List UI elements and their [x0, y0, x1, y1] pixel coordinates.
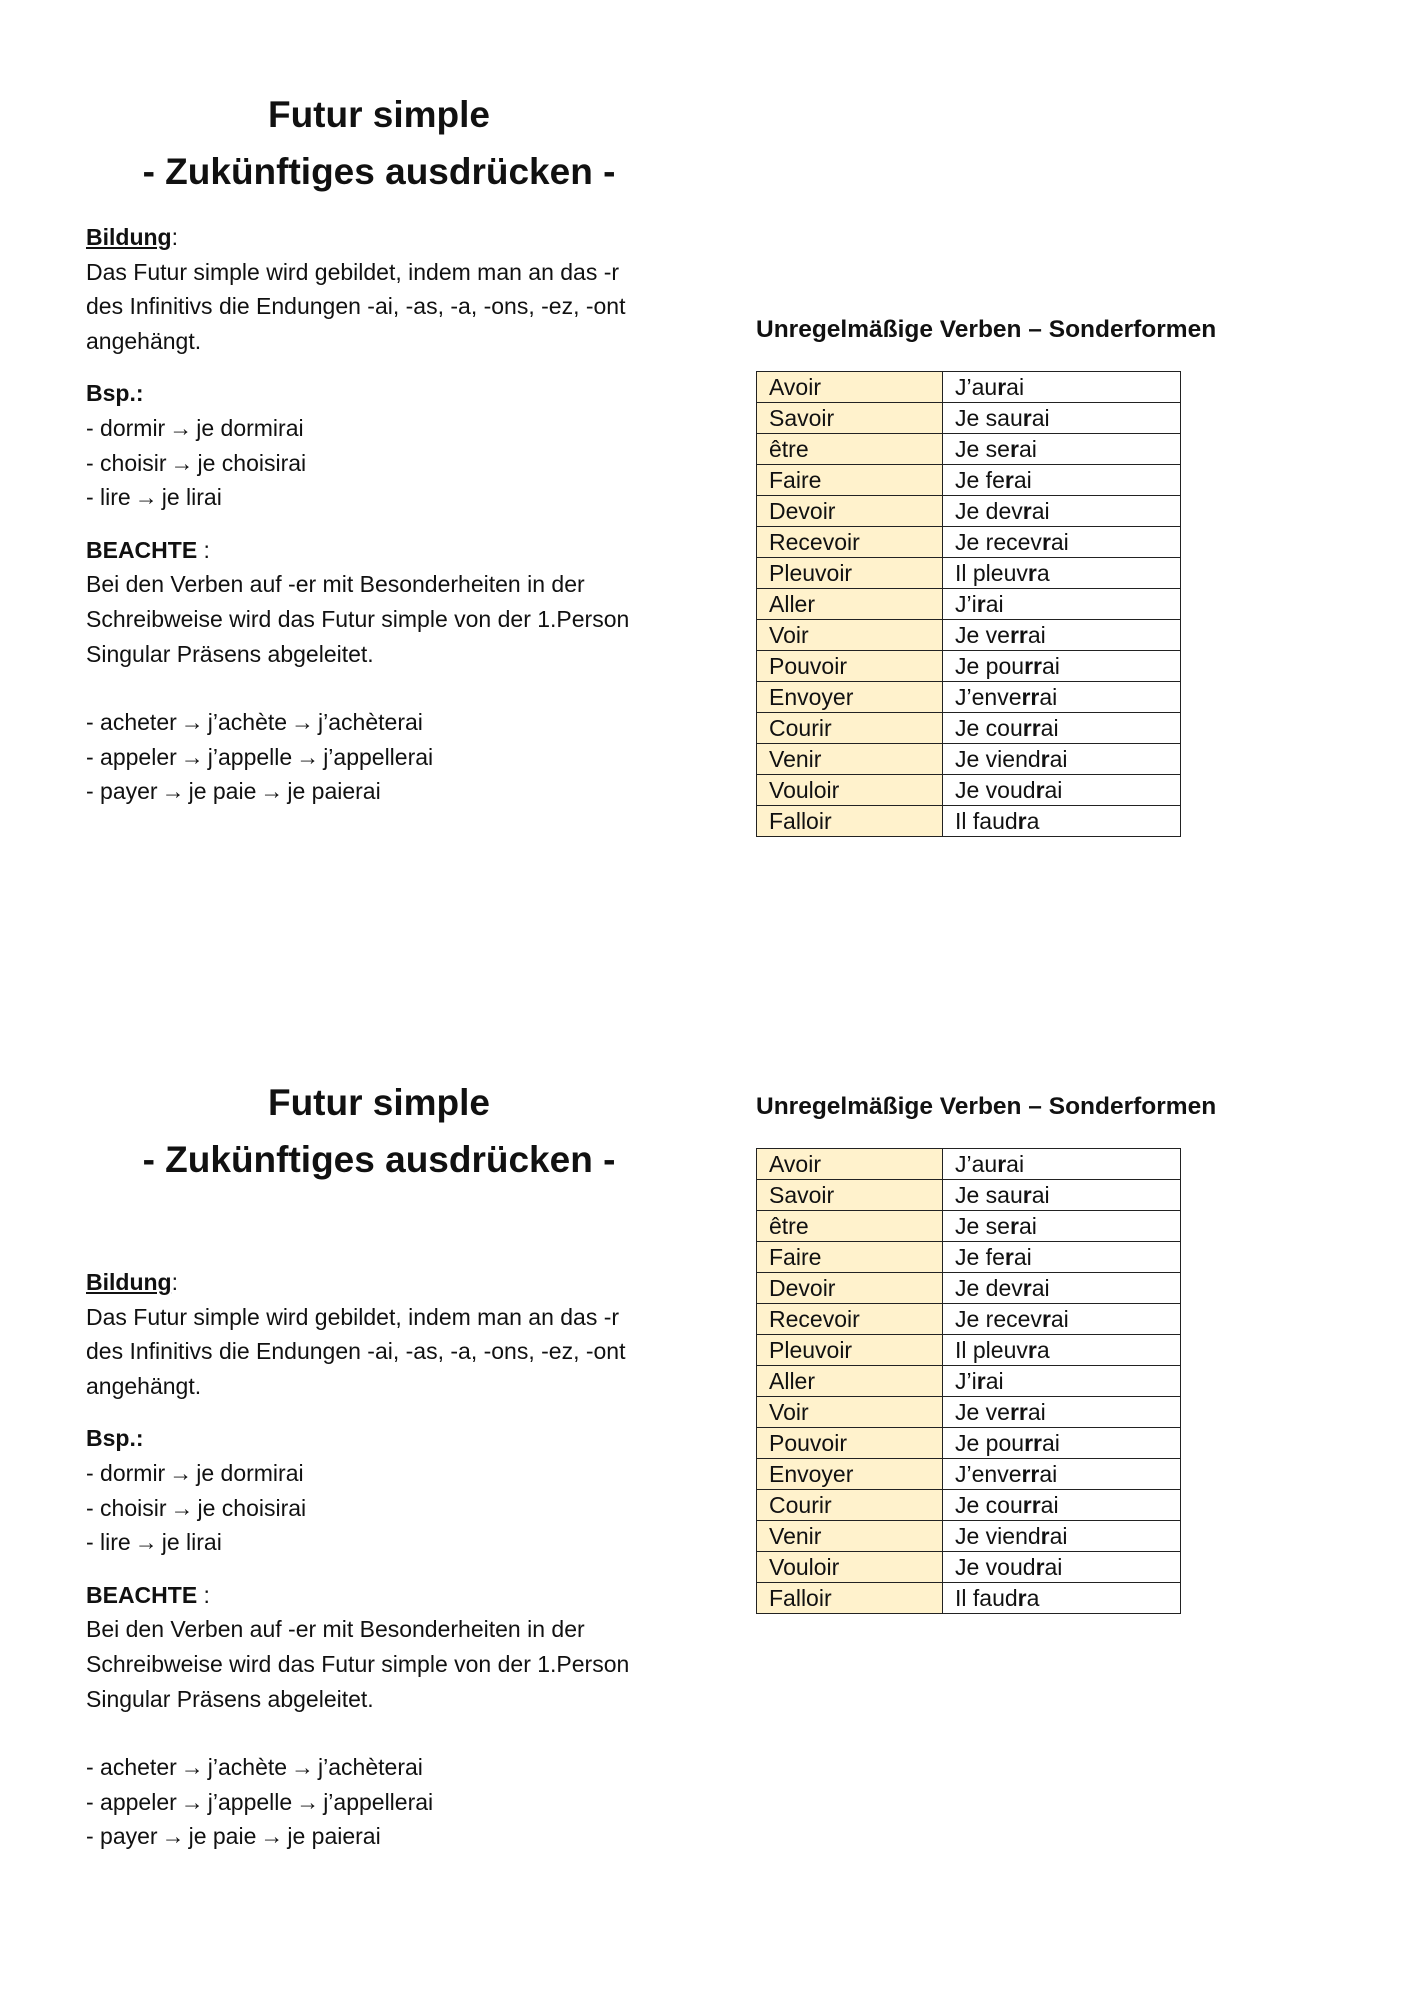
futur-form-cell: Il pleuvra [943, 558, 1181, 589]
table-row [757, 1273, 1181, 1304]
example-line: - dormir → je dormirai [86, 414, 304, 441]
infinitive-cell: Faire [757, 1242, 943, 1273]
beachte-heading: BEACHTE : [86, 536, 210, 563]
beachte-line-1: Bei den Verben auf -er mit Besonderheiten in der [86, 1616, 585, 1643]
bildung-line-2: des Infinitivs die Endungen -ai, -as, -a, -ons, -ez, -ont [86, 1338, 626, 1365]
infinitive-cell: Falloir [757, 806, 943, 837]
infinitive-cell: Pouvoir [757, 651, 943, 682]
verbs-tbody [757, 372, 1181, 837]
infinitive-cell: Pleuvoir [757, 558, 943, 589]
irregular-verbs-title: Unregelmäßige Verben – Sonderformen [756, 316, 1217, 343]
infinitive-cell: Aller [757, 589, 943, 620]
example-line: - lire → je lirai [86, 1529, 222, 1556]
infinitive-cell: Pleuvoir [757, 1335, 943, 1366]
table-row [757, 465, 1181, 496]
infinitive-cell: Voir [757, 1397, 943, 1428]
table-row [757, 775, 1181, 806]
table-row [757, 1459, 1181, 1490]
beachte-line-3: Singular Präsens abgeleitet. [86, 1685, 374, 1712]
futur-form-cell: J’enverrai [943, 1459, 1181, 1490]
arrow-right-icon: → [134, 484, 158, 511]
bildung-line-3: angehängt. [86, 327, 202, 354]
arrow-right-icon: → [180, 1754, 204, 1781]
title-line-1: Futur simple [267, 1082, 491, 1123]
infinitive-cell: Vouloir [757, 775, 943, 806]
futur-form-cell: Je courrai [943, 1490, 1181, 1521]
table-row [757, 1242, 1181, 1273]
infinitive-cell: Aller [757, 1366, 943, 1397]
title-line-2: - Zukünftiges ausdrücken - [142, 151, 616, 192]
er-example-line: - payer → je paie → je paierai [86, 1823, 381, 1850]
explanation-column [86, 220, 686, 809]
futur-form-cell: Il faudra [943, 806, 1181, 837]
infinitive-cell: Recevoir [757, 1304, 943, 1335]
er-example-line: - acheter → j’achète → j’achèterai [86, 1754, 423, 1781]
table-row [757, 1490, 1181, 1521]
table-row [757, 558, 1181, 589]
bildung-line-1: Das Futur simple wird gebildet, indem man an das -r [86, 1303, 620, 1330]
beachte-heading: BEACHTE : [86, 1581, 210, 1608]
table-row [757, 1583, 1181, 1614]
arrow-right-icon: → [180, 743, 204, 770]
bildung-line-1: Das Futur simple wird gebildet, indem man an das -r [86, 258, 620, 285]
arrow-right-icon: → [296, 1788, 320, 1815]
futur-form-cell: Je voudrai [943, 1552, 1181, 1583]
futur-form-cell: J’aurai [943, 372, 1181, 403]
futur-form-cell: Je verrai [943, 620, 1181, 651]
title-line-2: - Zukünftiges ausdrücken - [142, 1139, 616, 1180]
futur-form-cell: Je ferai [943, 1242, 1181, 1273]
er-example-line: - payer → je paie → je paierai [86, 778, 381, 805]
futur-form-cell: J’irai [943, 589, 1181, 620]
infinitive-cell: Venir [757, 744, 943, 775]
futur-form-cell: Je voudrai [943, 775, 1181, 806]
table-row [757, 1397, 1181, 1428]
table-row [757, 1552, 1181, 1583]
futur-form-cell: Je serai [943, 434, 1181, 465]
infinitive-cell: Envoyer [757, 682, 943, 713]
infinitive-cell: Savoir [757, 1180, 943, 1211]
example-line: - choisir → je choisirai [86, 449, 307, 476]
futur-form-cell: Il faudra [943, 1583, 1181, 1614]
table-row [757, 1521, 1181, 1552]
futur-form-cell: Je saurai [943, 403, 1181, 434]
table-row [757, 1335, 1181, 1366]
bsp-heading: Bsp.: [86, 380, 144, 407]
irregular-verbs-table [756, 1148, 1181, 1614]
arrow-right-icon: → [180, 1788, 204, 1815]
page-title [86, 86, 672, 200]
er-example-line: - appeler → j’appelle → j’appellerai [86, 743, 434, 770]
bildung-line-2: des Infinitivs die Endungen -ai, -as, -a, -ons, -ez, -ont [86, 293, 626, 320]
table-row [757, 806, 1181, 837]
er-example-line: - appeler → j’appelle → j’appellerai [86, 1788, 434, 1815]
table-row [757, 1180, 1181, 1211]
futur-form-cell: Je recevrai [943, 1304, 1181, 1335]
table-row [757, 1304, 1181, 1335]
futur-form-cell: J’irai [943, 1366, 1181, 1397]
infinitive-cell: Falloir [757, 1583, 943, 1614]
futur-form-cell: Je ferai [943, 465, 1181, 496]
er-example-line: - acheter → j’achète → j’achèterai [86, 709, 423, 736]
futur-form-cell: J’aurai [943, 1149, 1181, 1180]
table-row [757, 713, 1181, 744]
beachte-line-1: Bei den Verben auf -er mit Besonderheiten in der [86, 571, 585, 598]
arrow-right-icon: → [170, 1494, 194, 1521]
futur-form-cell: Je courrai [943, 713, 1181, 744]
example-line: - lire → je lirai [86, 484, 222, 511]
infinitive-cell: Devoir [757, 496, 943, 527]
infinitive-cell: Voir [757, 620, 943, 651]
bsp-heading: Bsp.: [86, 1425, 144, 1452]
futur-form-cell: Je viendrai [943, 1521, 1181, 1552]
page-title [86, 1074, 672, 1188]
infinitive-cell: Faire [757, 465, 943, 496]
beachte-line-2: Schreibweise wird das Futur simple von der 1.Person [86, 1650, 630, 1677]
bildung-heading: Bildung: [86, 224, 178, 250]
arrow-right-icon: → [260, 778, 284, 805]
futur-form-cell: Je devrai [943, 1273, 1181, 1304]
infinitive-cell: Courir [757, 1490, 943, 1521]
infinitive-cell: être [757, 434, 943, 465]
table-row [757, 1366, 1181, 1397]
table-row [757, 589, 1181, 620]
arrow-right-icon: → [169, 1459, 193, 1486]
futur-form-cell: Je viendrai [943, 744, 1181, 775]
table-row [757, 682, 1181, 713]
futur-form-cell: Je serai [943, 1211, 1181, 1242]
table-row [757, 1211, 1181, 1242]
table-row [757, 372, 1181, 403]
futur-form-cell: Je pourrai [943, 651, 1181, 682]
futur-form-cell: Je saurai [943, 1180, 1181, 1211]
infinitive-cell: Envoyer [757, 1459, 943, 1490]
irregular-verbs-title: Unregelmäßige Verben – Sonderformen [756, 1093, 1217, 1120]
infinitive-cell: être [757, 1211, 943, 1242]
beachte-line-3: Singular Präsens abgeleitet. [86, 640, 374, 667]
futur-form-cell: Je recevrai [943, 527, 1181, 558]
arrow-right-icon: → [296, 743, 320, 770]
arrow-right-icon: → [170, 449, 194, 476]
verbs-tbody [757, 1149, 1181, 1614]
irregular-verbs-table [756, 371, 1181, 837]
futur-form-cell: Je verrai [943, 1397, 1181, 1428]
arrow-right-icon: → [134, 1529, 158, 1556]
beachte-line-2: Schreibweise wird das Futur simple von der 1.Person [86, 605, 630, 632]
table-row [757, 620, 1181, 651]
arrow-right-icon: → [161, 1823, 185, 1850]
arrow-right-icon: → [180, 709, 204, 736]
arrow-right-icon: → [260, 1823, 284, 1850]
arrow-right-icon: → [291, 1754, 315, 1781]
table-row [757, 744, 1181, 775]
example-line: - dormir → je dormirai [86, 1459, 304, 1486]
futur-form-cell: Je devrai [943, 496, 1181, 527]
title-line-1: Futur simple [267, 94, 491, 135]
infinitive-cell: Pouvoir [757, 1428, 943, 1459]
bildung-line-3: angehängt. [86, 1372, 202, 1399]
table-row [757, 434, 1181, 465]
infinitive-cell: Recevoir [757, 527, 943, 558]
table-row [757, 527, 1181, 558]
infinitive-cell: Avoir [757, 1149, 943, 1180]
infinitive-cell: Courir [757, 713, 943, 744]
explanation-column [86, 1265, 686, 1854]
table-row [757, 403, 1181, 434]
table-row [757, 1428, 1181, 1459]
futur-form-cell: J’enverrai [943, 682, 1181, 713]
example-line: - choisir → je choisirai [86, 1494, 307, 1521]
infinitive-cell: Avoir [757, 372, 943, 403]
arrow-right-icon: → [291, 709, 315, 736]
futur-form-cell: Il pleuvra [943, 1335, 1181, 1366]
table-row [757, 1149, 1181, 1180]
infinitive-cell: Venir [757, 1521, 943, 1552]
infinitive-cell: Devoir [757, 1273, 943, 1304]
bildung-heading: Bildung: [86, 1269, 178, 1295]
infinitive-cell: Savoir [757, 403, 943, 434]
arrow-right-icon: → [161, 778, 185, 805]
table-row [757, 496, 1181, 527]
infinitive-cell: Vouloir [757, 1552, 943, 1583]
futur-form-cell: Je pourrai [943, 1428, 1181, 1459]
arrow-right-icon: → [169, 414, 193, 441]
table-row [757, 651, 1181, 682]
